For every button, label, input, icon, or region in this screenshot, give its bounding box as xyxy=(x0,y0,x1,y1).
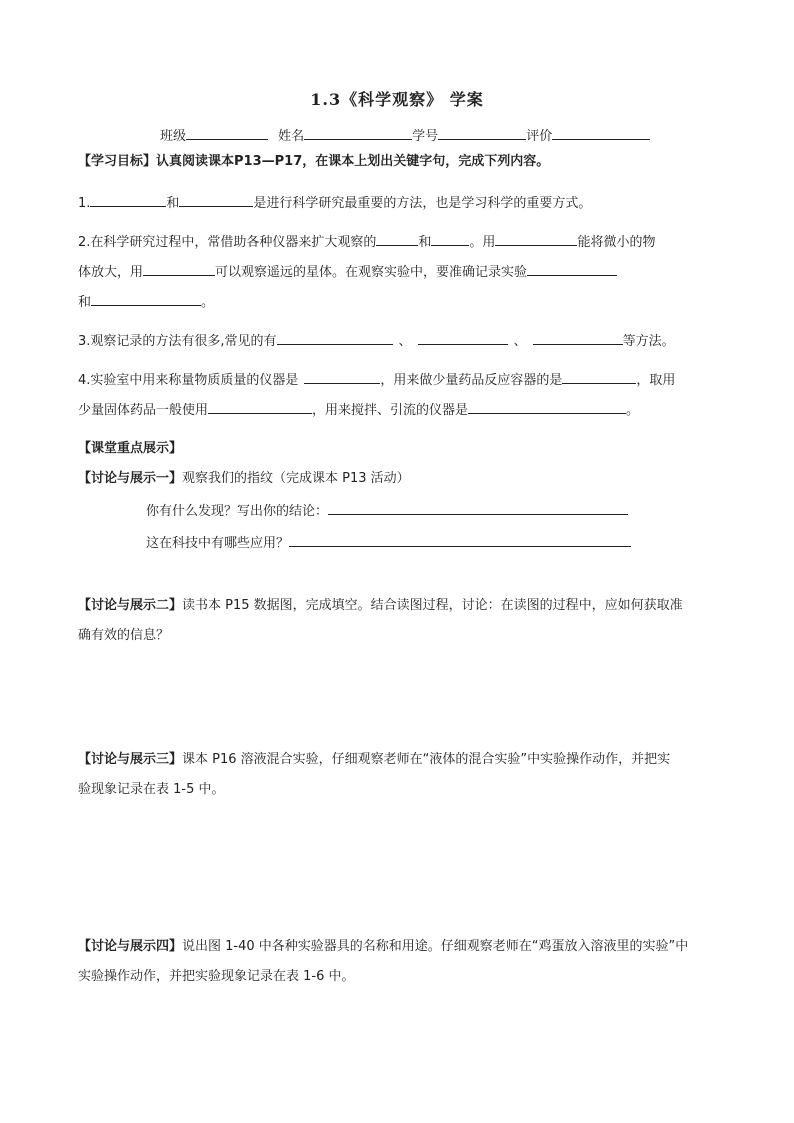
eval-blank[interactable] xyxy=(552,126,650,140)
d4-heading: 【讨论与展示四】 xyxy=(78,939,183,954)
d2-text-2: 确有效的信息？ xyxy=(78,628,170,643)
eval-label: 评价 xyxy=(526,129,553,144)
d1-question-1 xyxy=(146,502,628,521)
d4-text-2: 实验操作动作，并把实验现象记录在表 1-6 中。 xyxy=(78,969,355,984)
q4-text-3: ，取用 xyxy=(636,373,676,388)
q4-text-4: 少量固体药品一般使用 xyxy=(78,403,209,418)
q1-blank-2[interactable] xyxy=(179,194,253,207)
q3-text-1: 3.观察记录的方法有很多,常见的有 xyxy=(78,334,277,349)
q4-blank-2[interactable] xyxy=(562,371,636,384)
d1-q2-blank[interactable] xyxy=(289,534,631,547)
d2-heading: 【讨论与展示二】 xyxy=(78,598,183,613)
d3-heading: 【讨论与展示三】 xyxy=(78,752,183,767)
goal-text: 认真阅读课本P13—P17，在课本上划出关键字句，完成下列内容。 xyxy=(156,154,550,169)
q4-text-6: 。 xyxy=(626,403,640,418)
q1-blank-1[interactable] xyxy=(90,194,166,207)
q1-and: 和 xyxy=(166,196,180,211)
q2-text-3: 。用 xyxy=(469,235,496,250)
d1-q1-blank[interactable] xyxy=(328,502,628,515)
q2-blank-3[interactable] xyxy=(495,233,577,246)
question-4-line-2 xyxy=(78,401,639,420)
student-info-row xyxy=(160,125,656,144)
q2-text-6: 可以观察遥远的星体。在观察实验中，要准确记录实验 xyxy=(215,265,528,280)
q3-blank-3[interactable] xyxy=(533,332,623,345)
q2-blank-1[interactable] xyxy=(376,233,418,246)
d1-question-2 xyxy=(146,534,631,553)
focus-heading: 【课堂重点展示】 xyxy=(78,441,183,456)
q1-text: 是进行科学研究最重要的方法，也是学习科学的重要方式。 xyxy=(253,196,592,211)
question-1 xyxy=(78,194,591,213)
q2-text-7: 和 xyxy=(78,295,92,310)
q2-text-2: 和 xyxy=(418,235,432,250)
d1-heading: 【讨论与展示一】 xyxy=(78,471,183,486)
q4-text-1: 4.实验室中用来称量物质质量的仪器是 xyxy=(78,373,299,388)
discussion-4 xyxy=(78,938,688,956)
question-2-line-2 xyxy=(78,263,617,282)
question-2-line-1 xyxy=(78,233,655,252)
number-blank[interactable] xyxy=(438,126,526,140)
q4-text-2: ，用来做少量药品反应容器的是 xyxy=(380,373,563,388)
q2-blank-4[interactable] xyxy=(143,263,215,276)
question-4-line-1 xyxy=(78,371,675,390)
q2-text-8: 。 xyxy=(201,295,215,310)
d3-text-2: 验现象记录在表 1-5 中。 xyxy=(78,782,225,797)
learning-goal xyxy=(78,153,549,171)
discussion-3 xyxy=(78,751,670,769)
q2-text-1: 2.在科学研究过程中，常借助各种仪器来扩大观察的 xyxy=(78,235,377,250)
question-3 xyxy=(78,332,675,351)
q3-blank-2[interactable] xyxy=(418,332,508,345)
q4-blank-4[interactable] xyxy=(468,401,626,414)
q2-blank-2[interactable] xyxy=(431,233,469,246)
q3-sep-1: 、 xyxy=(398,334,412,349)
q2-text-5: 体放大，用 xyxy=(78,265,144,280)
d3-text-1: 课本 P16 溶液混合实验，仔细观察老师在“液体的混合实验”中实验操作动作，并把实 xyxy=(182,752,671,767)
d2-text-1: 读书本 P15 数据图，完成填空。结合读图过程，讨论：在读图的过程中，应如何获取准 xyxy=(182,598,683,613)
q1-number: 1. xyxy=(78,196,91,211)
class-label: 班级 xyxy=(160,129,187,144)
q4-blank-3[interactable] xyxy=(208,401,312,414)
discussion-1 xyxy=(78,470,410,488)
d1-q2-text: 这在科技中有哪些应用？ xyxy=(146,536,290,551)
q4-blank-1[interactable] xyxy=(304,371,380,384)
q2-blank-6[interactable] xyxy=(91,293,201,306)
q2-blank-5[interactable] xyxy=(527,263,617,276)
d1-q1-text: 你有什么发现？写出你的结论： xyxy=(146,504,329,519)
q3-text-2: 等方法。 xyxy=(622,334,675,349)
discussion-2 xyxy=(78,597,683,615)
d4-text-1: 说出图 1-40 中各种实验器具的名称和用途。仔细观察老师在“鸡蛋放入溶液里的实验”中 xyxy=(182,939,689,954)
d1-text: 观察我们的指纹（完成课本 P13 活动） xyxy=(182,471,410,486)
name-blank[interactable] xyxy=(304,126,412,140)
q4-text-5: ，用来搅拌、引流的仪器是 xyxy=(312,403,469,418)
class-blank[interactable] xyxy=(186,126,268,140)
page-title: 1.3《科学观察》 学案 xyxy=(310,90,484,109)
q2-text-4: 能将微小的物 xyxy=(577,235,656,250)
number-label: 学号 xyxy=(412,129,439,144)
name-label: 姓名 xyxy=(278,129,305,144)
question-2-line-3 xyxy=(78,293,214,312)
q3-blank-1[interactable] xyxy=(277,332,393,345)
q3-sep-2: 、 xyxy=(513,334,527,349)
goal-heading: 【学习目标】 xyxy=(78,154,157,169)
